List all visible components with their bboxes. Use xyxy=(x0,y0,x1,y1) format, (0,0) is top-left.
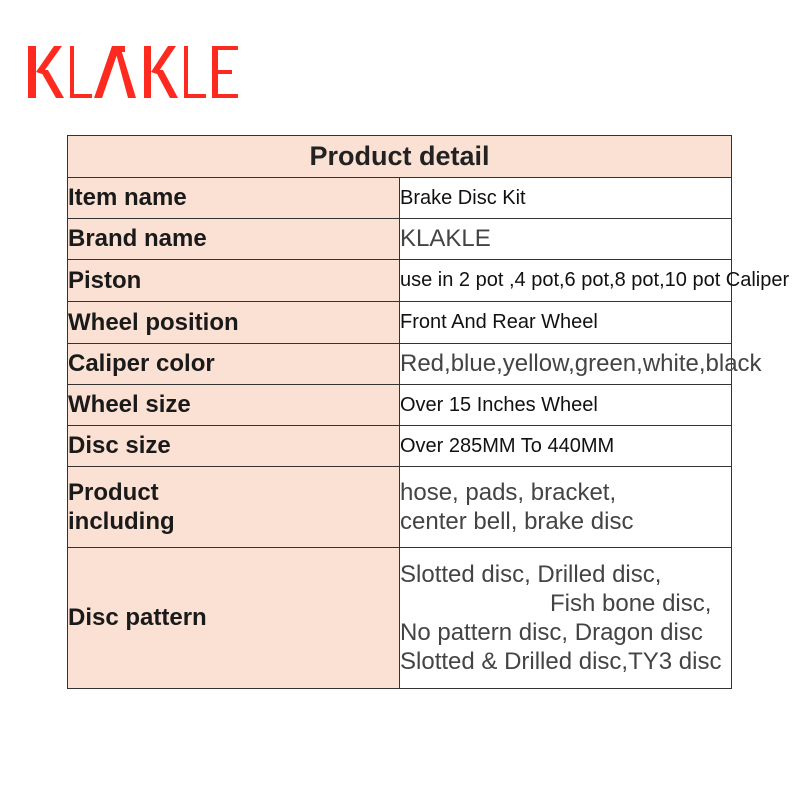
table-row xyxy=(68,219,732,260)
row-label: Caliper color xyxy=(68,344,400,385)
table-row xyxy=(68,467,732,548)
row-value-line: No pattern disc, Dragon disc xyxy=(400,619,703,646)
table-row xyxy=(68,302,732,344)
row-label: Wheel size xyxy=(68,385,400,426)
row-label: Item name xyxy=(68,178,400,219)
row-value: KLAKLE xyxy=(400,219,732,260)
row-value-line: Fish bone disc, xyxy=(550,590,712,617)
row-label-line: Product xyxy=(68,479,159,506)
row-label: Disc pattern xyxy=(68,548,400,689)
table-row xyxy=(68,178,732,219)
table-row xyxy=(68,548,732,689)
brand-logo xyxy=(28,44,240,100)
product-detail-table xyxy=(67,135,790,689)
row-value-line: Slotted disc, Drilled disc, xyxy=(400,561,662,588)
table-row xyxy=(68,344,732,385)
table-title-row xyxy=(68,136,732,178)
row-value xyxy=(400,467,732,548)
row-value: Over 15 Inches Wheel xyxy=(400,385,732,426)
table-title: Product detail xyxy=(68,136,732,178)
row-value-line: Slotted & Drilled disc,TY3 disc xyxy=(400,648,722,675)
row-value: Red,blue,yellow,green,white,black xyxy=(400,344,732,385)
row-value: Brake Disc Kit xyxy=(400,178,732,219)
table-row xyxy=(68,260,732,302)
brand-logo-graphic xyxy=(28,44,240,100)
row-label: Wheel position xyxy=(68,302,400,344)
row-value: use in 2 pot ,4 pot,6 pot,8 pot,10 pot Caliper xyxy=(400,260,732,302)
table-row xyxy=(68,385,732,426)
row-value xyxy=(400,548,732,689)
row-label xyxy=(68,467,400,548)
row-value: Over 285MM To 440MM xyxy=(400,426,732,467)
row-label: Disc size xyxy=(68,426,400,467)
row-label-line: including xyxy=(68,508,175,535)
row-label: Brand name xyxy=(68,219,400,260)
row-value-line: center bell, brake disc xyxy=(400,508,634,535)
table-row xyxy=(68,426,732,467)
row-value: Front And Rear Wheel xyxy=(400,302,732,344)
row-value-line: hose, pads, bracket, xyxy=(400,479,617,506)
row-label: Piston xyxy=(68,260,400,302)
